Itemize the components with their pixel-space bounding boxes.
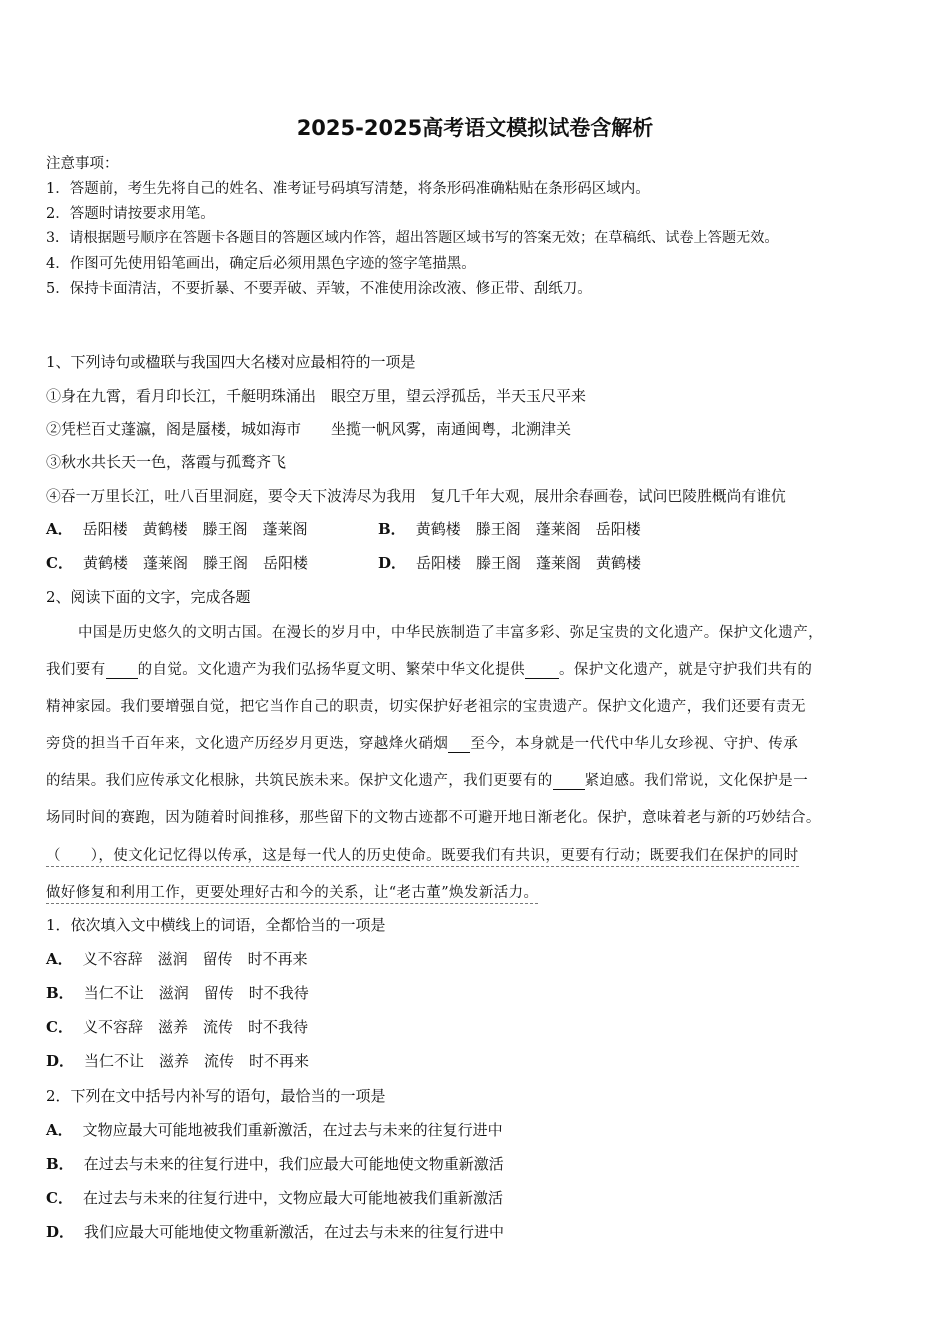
question-1-item-3: ③秋水共长天一色，落霞与孤鹜齐飞 [46, 453, 287, 471]
question-1-option-c [46, 552, 308, 573]
fill-blank [448, 736, 470, 753]
question-1-option-d [378, 552, 641, 573]
passage-line: 场同时间的赛跑，因为随着时间推移，那些留下的文物古迹都不可避开地日渐老化。保护，意味着老与新的巧妙结合。 [46, 810, 821, 826]
option-text: 当仁不让 滋润 留传 时不我待 [83, 984, 309, 1002]
notice-item-3: 3．请根据题号顺序在答题卡各题目的答题区域内作答，超出答题区域书写的答案无效；在草稿纸、试卷上答题无效。 [46, 230, 779, 246]
subquestion-2-option-d [46, 1221, 504, 1242]
fill-blank [106, 662, 138, 679]
option-label: A． [46, 950, 73, 968]
option-text: 岳阳楼 滕王阁 蓬莱阁 黄鹤楼 [416, 554, 642, 572]
option-label: D． [46, 1052, 75, 1070]
subquestion-2-stem: 2．下列在文中括号内补写的语句，最恰当的一项是 [46, 1087, 386, 1105]
option-label: D． [378, 554, 407, 572]
option-label: C． [46, 1189, 73, 1207]
notice-heading: 注意事项： [46, 156, 119, 172]
passage-text: 旁贷的担当千百年来，文化遗产历经岁月更迭，穿越烽火硝烟 [46, 736, 449, 752]
option-label: A． [46, 520, 73, 538]
option-text: 文物应最大可能地被我们重新激活，在过去与未来的往复行进中 [82, 1121, 503, 1139]
option-label: A． [46, 1121, 73, 1139]
passage-line: 精神家园。我们要增强自觉，把它当作自己的职责，切实保护好老祖宗的宝贵遗产。保护文化遗产，我们还要有责无 [46, 699, 806, 715]
question-1-option-b [378, 518, 641, 539]
option-label: B． [46, 1155, 74, 1173]
passage-line [46, 769, 808, 790]
subquestion-2-option-a [46, 1119, 503, 1140]
option-text: 岳阳楼 黄鹤楼 滕王阁 蓬莱阁 [82, 520, 308, 538]
option-text: 义不容辞 滋养 流传 时不我待 [82, 1018, 308, 1036]
passage-text: 做好修复和利用工作，更要处理好古和今的关系，让“老古董”焕发新活力。 [46, 885, 538, 904]
option-label: C． [46, 1018, 73, 1036]
subquestion-2-option-c [46, 1187, 503, 1208]
notice-item-1: 1．答题前，考生先将自己的姓名、准考证号码填写清楚，将条形码准确粘贴在条形码区域内。 [46, 181, 650, 197]
subquestion-1-option-d [46, 1050, 309, 1071]
option-label: B． [46, 984, 74, 1002]
question-1-item-2: ②凭栏百丈蓬瀛，阁是蜃楼，城如海市 坐揽一帆风雾，南通闽粤，北溯津关 [46, 420, 572, 438]
option-label: B． [378, 520, 406, 538]
page-title: 2025-2025高考语文模拟试卷含解析 [296, 116, 654, 140]
passage-text: 的结果。我们应传承文化根脉，共筑民族未来。保护文化遗产，我们更要有的 [46, 773, 553, 789]
passage-text: 至今，本身就是一代代中华儿女珍视、守护、传承 [470, 736, 799, 752]
passage-line [46, 658, 812, 679]
option-label: C． [46, 554, 73, 572]
fill-blank [525, 662, 559, 679]
subquestion-1-option-c [46, 1016, 308, 1037]
fill-blank [553, 773, 585, 790]
notice-item-2: 2．答题时请按要求用笔。 [46, 206, 215, 222]
question-1-item-1: ①身在九霄，看月印长江，千艇明珠涌出 眼空万里，望云浮孤岳，半天玉尺平来 [46, 387, 587, 405]
question-1-item-4: ④吞一万里长江，吐八百里洞庭，要令天下波涛尽为我用 复几千年大观，展卅余春画卷，试问巴陵胜概尚有谁伉 [46, 488, 786, 505]
subquestion-1-option-a [46, 948, 308, 969]
passage-text: 的自觉。文化遗产为我们弘扬华夏文明、繁荣中华文化提供 [137, 662, 526, 678]
option-text: 在过去与未来的往复行进中，我们应最大可能地使文物重新激活 [83, 1155, 504, 1173]
option-text: 义不容辞 滋润 留传 时不再来 [82, 950, 308, 968]
passage-line [46, 881, 538, 902]
question-1-option-a [46, 518, 308, 539]
subquestion-1-option-b [46, 982, 309, 1003]
option-label: D． [46, 1223, 75, 1241]
question-2-stem: 2、阅读下面的文字，完成各题 [46, 588, 251, 606]
passage-text: （ ），使文化记忆得以传承，这是每一代人的历史使命。既要我们有共识，更要有行动；既要我们在保护的同时 [46, 848, 799, 867]
passage-text: 紧迫感。我们常说，文化保护是一 [584, 773, 809, 789]
passage-line [46, 844, 799, 865]
passage-line: 中国是历史悠久的文明古国。在漫长的岁月中，中华民族制造了丰富多彩、弥足宝贵的文化遗产。保护文化遗产， [78, 625, 823, 641]
option-text: 黄鹤楼 蓬莱阁 滕王阁 岳阳楼 [82, 554, 308, 572]
question-1-stem: 1、下列诗句或楹联与我国四大名楼对应最相符的一项是 [46, 353, 416, 371]
subquestion-2-option-b [46, 1153, 504, 1174]
option-text: 当仁不让 滋养 流传 时不再来 [84, 1052, 310, 1070]
notice-item-5: 5．保持卡面清洁，不要折暴、不要弄破、弄皱，不准使用涂改液、修正带、刮纸刀。 [46, 281, 592, 297]
passage-text: 我们要有 [46, 662, 106, 678]
option-text: 在过去与未来的往复行进中，文物应最大可能地被我们重新激活 [82, 1189, 503, 1207]
passage-text: 。保护文化遗产，就是守护我们共有的 [559, 662, 813, 678]
subquestion-1-stem: 1．依次填入文中横线上的词语，全都恰当的一项是 [46, 916, 386, 934]
option-text: 黄鹤楼 滕王阁 蓬莱阁 岳阳楼 [415, 520, 641, 538]
option-text: 我们应最大可能地使文物重新激活，在过去与未来的往复行进中 [84, 1223, 505, 1241]
notice-item-4: 4．作图可先使用铅笔画出，确定后必须用黑色字迹的签字笔描黑。 [46, 256, 476, 272]
passage-line [46, 732, 798, 753]
